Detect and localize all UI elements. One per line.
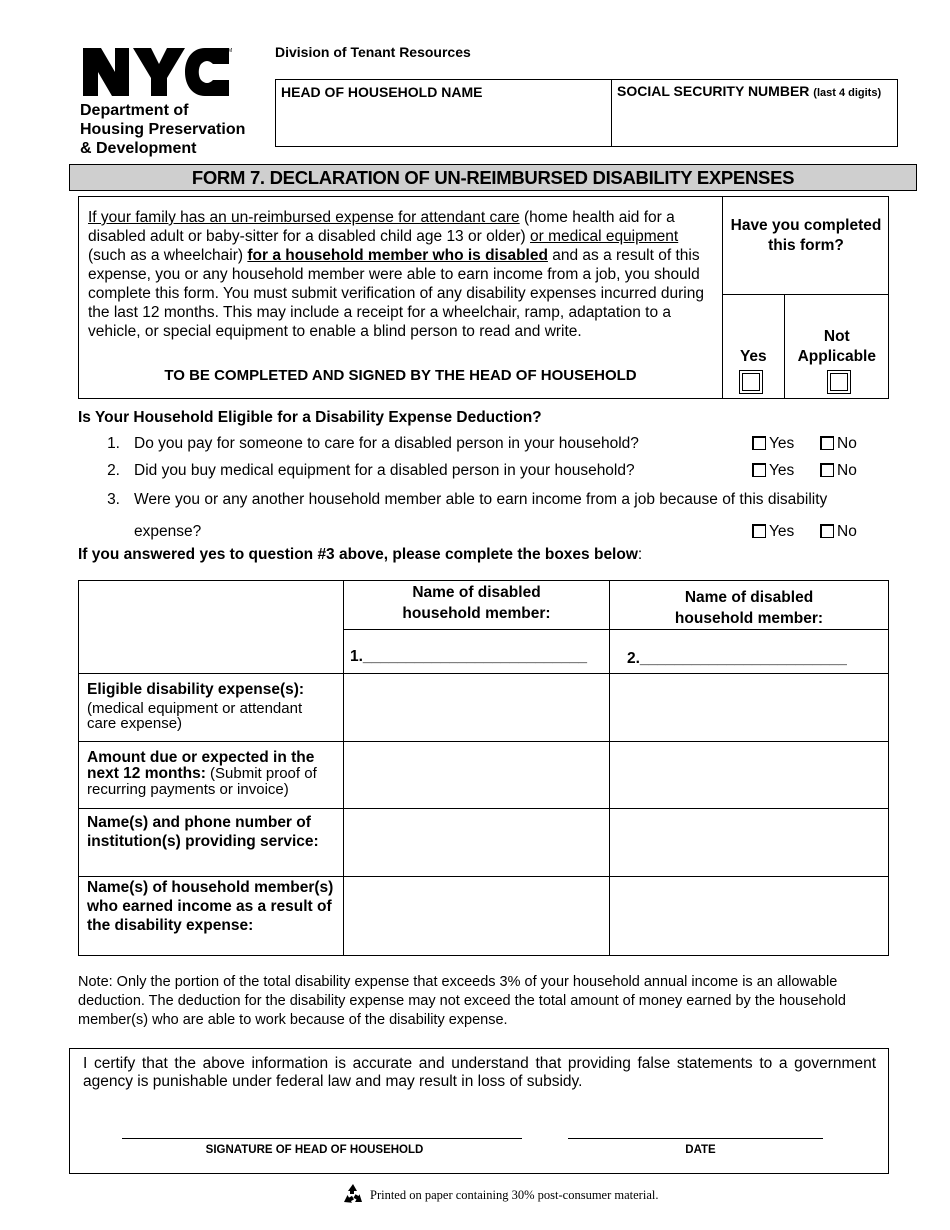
footer: [340, 1182, 658, 1208]
boxes-heading: If you answered yes to question #3 above, please complete the boxes below:: [78, 546, 643, 563]
q3-no[interactable]: No: [820, 523, 857, 541]
earners-member-2-field[interactable]: [610, 877, 889, 956]
date-label: DATE: [685, 1144, 716, 1156]
row-label-earners: Name(s) of household member(s) who earned income as a result of the disability expense:: [79, 877, 344, 956]
nyc-logo: [81, 46, 231, 98]
q1-no-checkbox[interactable]: [820, 436, 834, 450]
sign-note: TO BE COMPLETED AND SIGNED BY THE HEAD OF HOUSEHOLD: [164, 367, 637, 384]
table-row: [79, 809, 889, 877]
deduction-note: Note: Only the portion of the total disability expense that exceeds 3% of your household annual income is an allowable deduction. The deduction for the disability expense may not exceed the total amount of money earned by the household member(s) who are able to work because of the disability expense.: [78, 974, 846, 1028]
q2-yes[interactable]: Yes: [752, 462, 794, 480]
q2-no-checkbox[interactable]: [820, 463, 834, 477]
row-label-expense: Eligible disability expense(s): (medical equipment or attendant care expense): [79, 674, 344, 742]
table-row: [79, 877, 889, 956]
svg-text:TM: TM: [225, 48, 233, 54]
completion-status: [722, 197, 889, 398]
form-title: FORM 7. DECLARATION OF UN-REIMBURSED DISABILITY EXPENSES: [69, 164, 917, 191]
ssn-sub-label: (last 4 digits): [813, 87, 882, 99]
row-label-amount: Amount due or expected in the next 12 months: (Submit proof of recurring payments or invoice): [79, 742, 344, 809]
earners-member-1-field[interactable]: [344, 877, 610, 956]
division-name: Division of Tenant Resources: [275, 44, 471, 60]
member-1-header: Name of disabled household member:: [344, 581, 610, 630]
head-of-household-field[interactable]: [276, 80, 612, 146]
completed-yes-option: Yes: [723, 295, 785, 398]
intro-text: If your family has an un-reimbursed expense for attendant care (home health aid for a disabled adult or baby-sitter for a disabled child age 13 or older) or medical equipment (such as a wheelchair) for a household member who is disabled and as a result of this expense, you or any household member were able to earn income from a job, you should complete this form. You must submit verification of any disability expenses incurred during the last 12 months. This may include a receipt for a wheelchair, ramp, adaptation to a vehicle, or special equipment to enable a blind person to read and write.: [88, 209, 704, 340]
expense-member-1-field[interactable]: [344, 674, 610, 742]
ssn-label: SOCIAL SECURITY NUMBER: [617, 83, 810, 99]
q1-yes-checkbox[interactable]: [752, 436, 766, 450]
table-row: [79, 674, 889, 742]
institution-member-1-field[interactable]: [344, 809, 610, 877]
member-1-name-field[interactable]: 1.__________________________: [344, 630, 610, 674]
not-applicable-option: Not Applicable: [785, 295, 889, 398]
amount-member-2-field[interactable]: [610, 742, 889, 809]
signature-line[interactable]: [122, 1138, 522, 1139]
head-of-household-label: HEAD OF HOUSEHOLD NAME: [281, 84, 483, 100]
eligibility-heading: Is Your Household Eligible for a Disability Expense Deduction?: [78, 409, 542, 426]
question-3-continued: expense?: [134, 523, 202, 540]
expense-table: [78, 580, 889, 956]
ssn-field[interactable]: [612, 80, 886, 146]
q1-yes[interactable]: Yes: [752, 435, 794, 453]
q3-no-checkbox[interactable]: [820, 524, 834, 538]
footer-text: Printed on paper containing 30% post-consumer material.: [370, 1187, 659, 1202]
header-fields: [275, 79, 898, 147]
institution-member-2-field[interactable]: [610, 809, 889, 877]
certification-box: [69, 1048, 889, 1174]
completion-question: Have you completed this form?: [723, 197, 889, 295]
intro-box: [78, 196, 889, 399]
department-name: Department of Housing Preservation & Development: [80, 102, 246, 157]
row-label-institution: Name(s) and phone number of institution(s) providing service:: [79, 809, 344, 877]
member-2-name-field[interactable]: 2.________________________: [610, 630, 889, 674]
amount-member-1-field[interactable]: [344, 742, 610, 809]
signature-label: SIGNATURE OF HEAD OF HOUSEHOLD: [205, 1144, 424, 1156]
q3-yes[interactable]: Yes: [752, 523, 794, 541]
not-applicable-checkbox[interactable]: [827, 370, 851, 394]
certification-text: I certify that the above information is accurate and understand that providing false statements to a government agency is punishable under federal law and may result in loss of subsidy.: [83, 1055, 876, 1090]
member-2-header: Name of disabled household member:: [610, 581, 889, 630]
date-line[interactable]: [568, 1138, 823, 1139]
q2-no[interactable]: No: [820, 462, 857, 480]
completed-yes-checkbox[interactable]: [739, 370, 763, 394]
q2-yes-checkbox[interactable]: [752, 463, 766, 477]
q1-no[interactable]: No: [820, 435, 857, 453]
recycle-icon: [340, 1182, 366, 1208]
expense-member-2-field[interactable]: [610, 674, 889, 742]
table-corner: [79, 581, 344, 674]
table-row: [79, 742, 889, 809]
q3-yes-checkbox[interactable]: [752, 524, 766, 538]
